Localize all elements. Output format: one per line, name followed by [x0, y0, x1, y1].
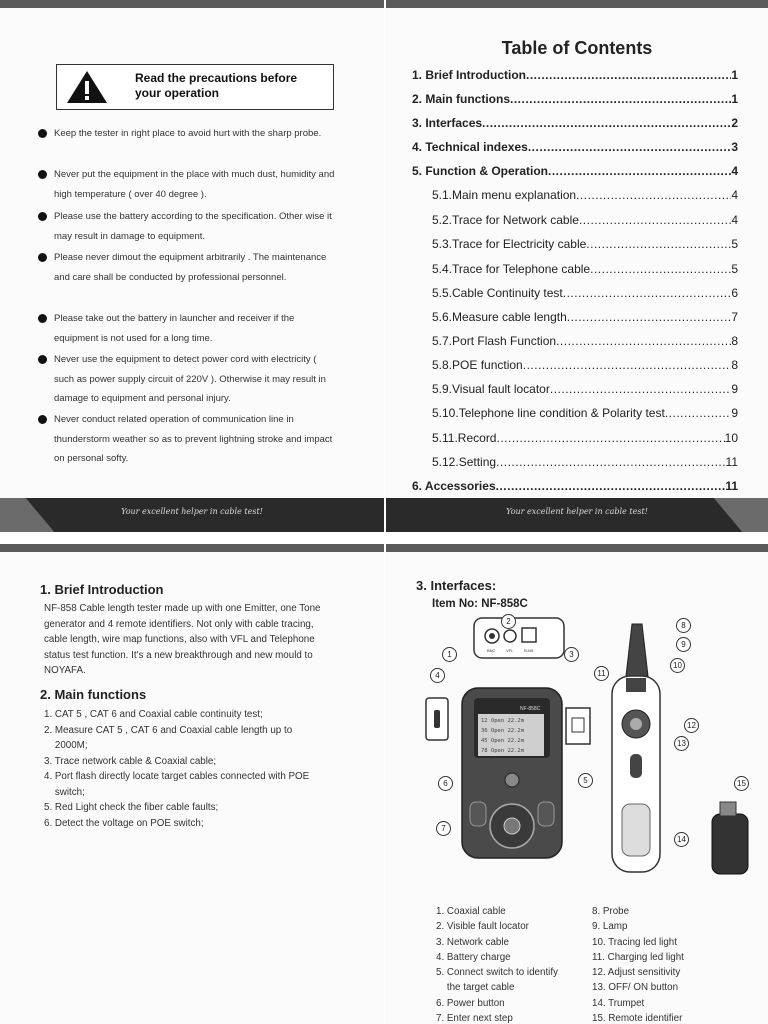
toc-entry-label: 2. Main functions	[412, 92, 511, 106]
precaution-text: Never use the equipment to detect power cord with electricity ( such as power supply circuit of 220V ). Otherwise it may result in damage to equipment and personal injury.	[54, 354, 326, 404]
warning-title-line1: Read the precautions before	[135, 71, 298, 85]
bullet-icon	[38, 415, 47, 424]
callout-marker: 10	[670, 658, 685, 673]
toc-entry	[412, 92, 738, 106]
list-item: switch;	[44, 786, 85, 798]
toc-entry	[412, 68, 738, 82]
toc-entry	[432, 406, 738, 420]
toc-leader-dots	[496, 479, 726, 493]
callout-marker: 1	[442, 647, 457, 662]
precaution-text: Never conduct related operation of communication line in thunderstorm weather so as to prevent lightning stroke and impact on personal softy.	[54, 414, 333, 464]
legend-item: 12. Adjust sensitivity	[592, 967, 681, 979]
page-top-bar	[0, 0, 384, 8]
page-introduction	[0, 544, 384, 1024]
legend-right	[592, 904, 684, 1024]
toc-entry	[432, 262, 738, 276]
interfaces-heading: 3. Interfaces:	[416, 578, 497, 593]
legend-item: 7. Enter next step	[436, 1013, 513, 1024]
port-label: BNC	[487, 648, 496, 653]
list-item: 3. Trace network cable & Coaxial cable;	[44, 755, 217, 767]
list-item: 4. Port flash directly locate target cables connected with POE	[44, 771, 310, 782]
callout-marker: 5	[578, 773, 593, 788]
legend-item: 10. Tracing led light	[592, 936, 677, 948]
bullet-icon	[38, 212, 47, 221]
toc-entry	[412, 140, 738, 154]
callout-marker: 3	[564, 647, 579, 662]
warning-title	[135, 71, 297, 101]
legend-item: 5. Connect switch to identify	[436, 967, 558, 979]
page-table-of-contents	[386, 0, 768, 532]
toc-entry-page: 7	[731, 310, 738, 324]
legend-item: 1. Coaxial cable	[436, 906, 506, 917]
precaution-text: Never put the equipment in the place with much dust, humidity and high temperature ( over 40 degree ).	[54, 169, 335, 200]
callout-marker: 4	[430, 668, 445, 683]
vfl-port-icon	[504, 630, 516, 642]
toc-leader-dots	[496, 455, 725, 469]
device-model-label: NF-858C	[520, 706, 541, 712]
callout-marker: 7	[436, 821, 451, 836]
item-number: Item No: NF-858C	[432, 598, 528, 610]
intro-line: generator and 4 remote identifiers. Not only with cable tracing,	[44, 618, 314, 630]
toc-entry-page: 4	[731, 213, 738, 227]
intro-line: NOYAFA.	[44, 665, 86, 676]
toc-entry-label: 5.4.Trace for Telephone cable	[432, 262, 591, 276]
toc-entry-page: 9	[731, 382, 738, 396]
toc-leader-dots	[523, 358, 732, 372]
toc-entry	[432, 188, 738, 202]
toc-entry	[432, 286, 738, 300]
warning-box	[56, 64, 334, 110]
port-label: RJ45	[524, 648, 534, 653]
footer-band	[0, 498, 384, 532]
toc-entry	[412, 164, 738, 178]
toc-entry-page: 5	[731, 262, 738, 276]
precaution-item	[38, 410, 338, 469]
page-interfaces	[386, 544, 768, 1024]
toc-entry-page: 5	[731, 237, 738, 251]
toc-entry-label: 1. Brief Introduction	[412, 68, 526, 82]
toc-entry-label: 5.12.Setting	[432, 455, 497, 469]
intro-paragraph	[44, 601, 320, 679]
bullet-icon	[38, 253, 47, 262]
toc-entry-page: 1	[731, 92, 738, 106]
list-item: 6. Detect the voltage on POE switch;	[44, 817, 204, 829]
legend-item: 9. Lamp	[592, 921, 628, 933]
toc-leader-dots	[556, 334, 731, 348]
bullet-icon	[38, 314, 47, 323]
page-precautions	[0, 0, 384, 532]
toc-entry	[432, 431, 738, 445]
bullet-icon	[38, 170, 47, 179]
toc-entry	[432, 455, 738, 469]
toc-entry-page: 4	[731, 188, 738, 202]
main-functions-list	[44, 707, 309, 831]
footer-slogan: Your excellent helper in cable test!	[121, 507, 263, 516]
legend-item: 13. OFF/ ON button	[592, 982, 679, 994]
toc-entry	[432, 334, 738, 348]
callout-marker: 2	[501, 614, 516, 629]
intro-line: cable length, wire map functions, also with VFL and Telephone	[44, 634, 315, 645]
probe-tip	[626, 624, 648, 676]
precaution-text: Keep the tester in right place to avoid hurt with the sharp probe.	[54, 128, 322, 139]
precaution-item	[38, 207, 338, 246]
legend-item: 4. Battery charge	[436, 951, 511, 963]
intro-line: NF-858 Cable length tester made up with one Emitter, one Tone	[44, 603, 321, 614]
toc-entry	[432, 358, 738, 372]
toc-entry	[412, 116, 738, 130]
legend-item: 6. Power button	[436, 997, 505, 1009]
port-label: VFL	[506, 648, 514, 653]
toc-entry	[432, 382, 738, 396]
rj45-port-icon	[522, 628, 536, 642]
page-top-bar	[0, 544, 384, 552]
list-item: 5. Red Light check the fiber cable faults;	[44, 802, 219, 813]
page-top-bar	[386, 0, 768, 8]
bullet-icon	[38, 355, 47, 364]
toc-entry-page: 11	[725, 455, 738, 469]
list-item: 2. Measure CAT 5 , CAT 6 and Coaxial cable length up to	[44, 724, 293, 736]
on-off-button	[630, 754, 642, 778]
precaution-text: Please take out the battery in launcher and receiver if the equipment is not used for a long time.	[54, 313, 295, 344]
toc-leader-dots	[576, 188, 731, 202]
legend-item: 11. Charging led light	[592, 951, 684, 963]
toc-entry	[432, 310, 738, 324]
toc-entry-page: 11	[725, 479, 738, 493]
footer-band	[386, 498, 768, 532]
list-item: 1. CAT 5 , CAT 6 and Coaxial cable continuity test;	[44, 709, 263, 720]
toc-entry-label: 4. Technical indexes	[412, 140, 528, 154]
toc-leader-dots	[548, 164, 731, 178]
toc-entry-label: 5.6.Measure cable length	[432, 310, 567, 324]
toc-entry-page: 8	[731, 358, 738, 372]
remote-identifier	[712, 814, 748, 874]
warning-title-line2: your operation	[135, 86, 220, 100]
precaution-text: Please never dimout the equipment arbitrarily . The maintenance and care shall be conducted by professional personnel.	[54, 252, 327, 283]
legend-item: 15. Remote identifier	[592, 1013, 683, 1024]
footer-slogan: Your excellent helper in cable test!	[506, 507, 648, 516]
callout-marker: 14	[674, 832, 689, 847]
toc-leader-dots	[665, 406, 731, 420]
toc-entry-page: 4	[731, 164, 738, 178]
toc-entry-label: 5.10.Telephone line condition & Polarity test	[432, 406, 665, 420]
legend-item: 14. Trumpet	[592, 997, 645, 1009]
toc-entry-label: 5.8.POE function	[432, 358, 523, 372]
toc-entry-label: 5.2.Trace for Network cable	[432, 213, 579, 227]
screen-row: 36 Open 22.2m	[481, 728, 525, 734]
toc-leader-dots	[528, 140, 731, 154]
toc-leader-dots	[590, 262, 731, 276]
power-button-icon	[505, 773, 519, 787]
toc-entry	[432, 213, 738, 227]
precaution-item	[38, 350, 338, 409]
legend-left	[436, 904, 558, 1024]
screen-row: 78 Open 22.2m	[481, 748, 525, 754]
toc-entry	[412, 479, 738, 493]
toc-entry-label: 5.1.Main menu explanation	[432, 188, 577, 202]
toc-entry	[432, 237, 738, 251]
toc-leader-dots	[550, 382, 731, 396]
toc-entry-label: 3. Interfaces	[412, 116, 483, 130]
toc-leader-dots	[510, 92, 731, 106]
toc-entry-label: 5.7.Port Flash Function	[432, 334, 557, 348]
main-functions-heading: 2. Main functions	[40, 687, 147, 702]
callout-marker: 11	[594, 666, 609, 681]
toc-leader-dots	[579, 213, 731, 227]
toc-entry-label: 5. Function & Operation	[412, 164, 549, 178]
legend-item: 2. Visible fault locator	[436, 921, 529, 933]
screen-row: 12 Open 22.2m	[481, 718, 525, 724]
callout-marker: 15	[734, 776, 749, 791]
callout-marker: 8	[676, 618, 691, 633]
callout-marker: 13	[674, 736, 689, 751]
toc-entry-label: 6. Accessories	[412, 479, 496, 493]
precaution-item	[38, 165, 338, 204]
callout-marker: 12	[684, 718, 699, 733]
callout-marker: 9	[676, 637, 691, 652]
toc-leader-dots	[567, 310, 732, 324]
warning-icon	[65, 69, 109, 105]
toc-entry-page: 8	[731, 334, 738, 348]
precaution-text: Please use the battery according to the specification. Other wise it may result in damage to equipment.	[54, 211, 332, 242]
speaker-grille	[622, 804, 650, 856]
toc-entry-page: 2	[731, 116, 738, 130]
toc-entry-page: 9	[731, 406, 738, 420]
intro-heading: 1. Brief Introduction	[40, 582, 164, 597]
legend-item: 8. Probe	[592, 906, 630, 917]
bullet-icon	[38, 129, 47, 138]
toc-entry-label: 5.11.Record	[432, 431, 497, 445]
toc-entry-page: 6	[731, 286, 738, 300]
toc-leader-dots	[586, 237, 731, 251]
toc-entry-page: 1	[731, 68, 738, 82]
precaution-item	[38, 309, 338, 348]
toc-leader-dots	[482, 116, 731, 130]
precaution-item	[38, 248, 338, 287]
toc-leader-dots	[496, 431, 724, 445]
list-item: 2000M;	[44, 740, 88, 751]
legend-item: 3. Network cable	[436, 936, 509, 948]
toc-leader-dots	[526, 68, 731, 82]
ok-button-icon	[504, 818, 520, 834]
intro-line: status test function. It's a new breakthrough and new mould to	[44, 649, 313, 661]
legend-item: the target cable	[436, 982, 515, 994]
toc-entry-label: 5.9.Visual fault locator	[432, 382, 550, 396]
precaution-item	[38, 124, 338, 144]
callout-marker: 6	[438, 776, 453, 791]
toc-entry-label: 5.3.Trace for Electricity cable	[432, 237, 587, 251]
toc-entry-page: 3	[731, 140, 738, 154]
toc-entry-page: 10	[724, 431, 738, 445]
toc-entry-label: 5.5.Cable Continuity test	[432, 286, 563, 300]
page-top-bar	[386, 544, 768, 552]
toc-leader-dots	[563, 286, 732, 300]
screen-row: 45 Open 22.2m	[481, 738, 525, 744]
toc-title: Table of Contents	[501, 38, 653, 58]
